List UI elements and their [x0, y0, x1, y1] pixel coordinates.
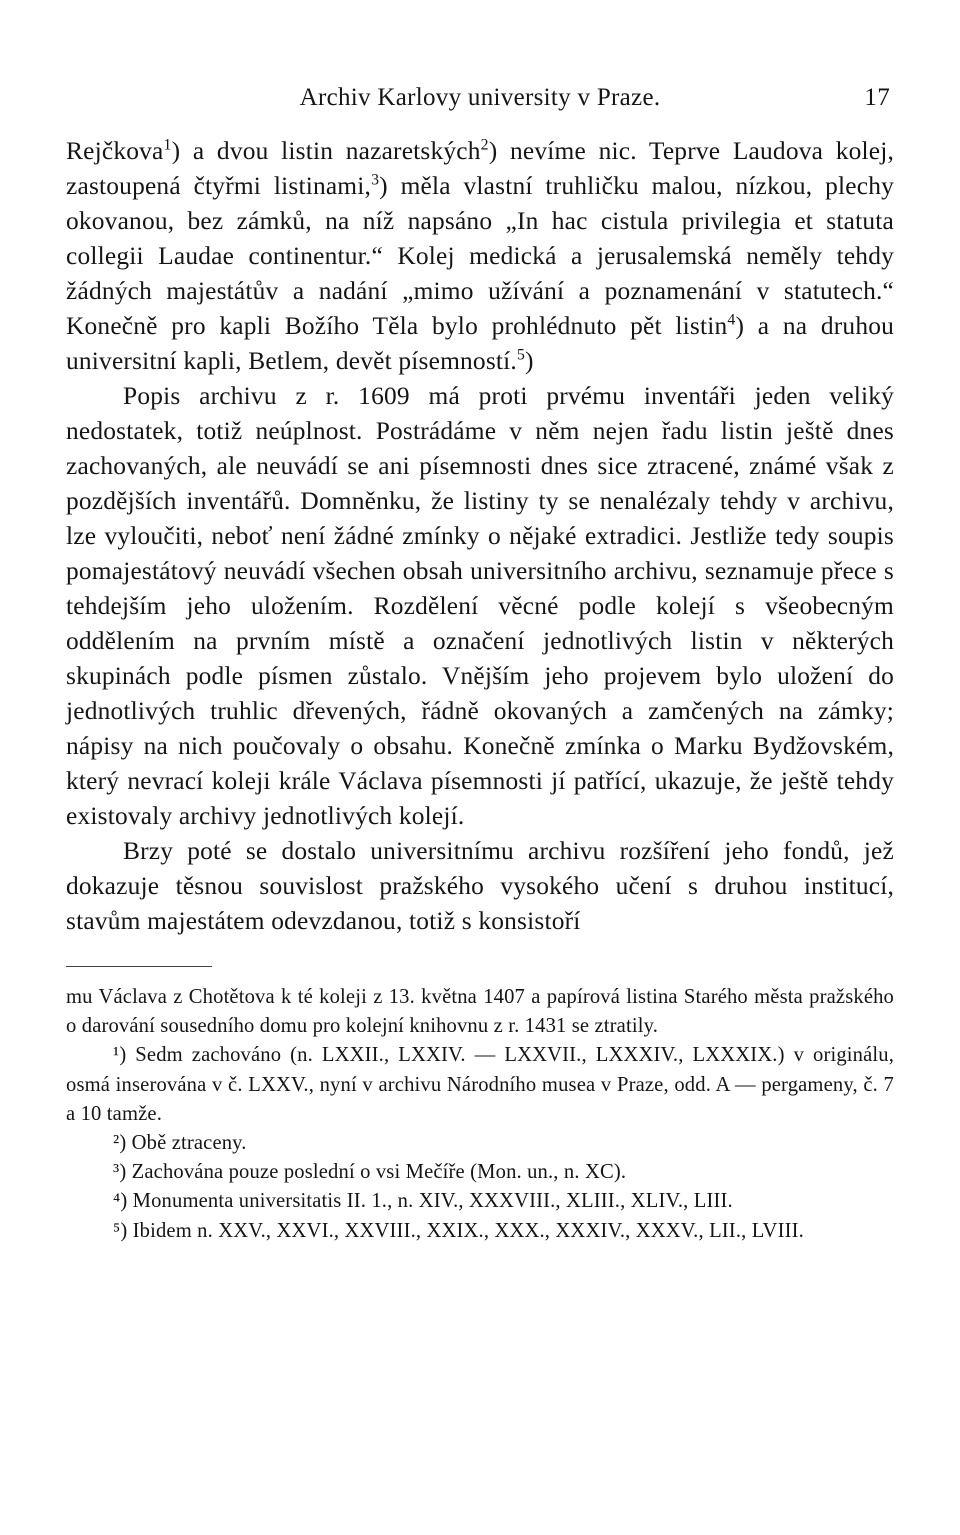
footnote-continuation	[66, 983, 894, 1041]
paragraph-expansion	[66, 834, 894, 939]
footnote-ref: 2	[480, 136, 489, 154]
footnote-ref: 1	[163, 136, 172, 154]
text-run: ) měla vlastní truhličku malou, nízkou, plechy okovanou, bez zámků, na níž napsáno „In hac cistula privilegia et statuta collegii Laudae continentur.“ Kolej medická a jerusalemská neměly tehdy žádných majestátův a nadání „mimo užívání a poznamenání v statutech.“ Konečně pro kapli Božího Těla bylo prohlédnuto pět listin	[66, 172, 894, 340]
footnote-ref: 3	[371, 171, 380, 189]
paragraph-continuation	[66, 134, 894, 379]
text-run: Popis archivu z r. 1609 má proti prvému inventáři jeden veliký nedostatek, totiž neúplnost. Postrádáme v něm nejen řadu listin ještě dnes zachovaných, ale neuvádí se ani písemnosti dnes sice ztracené, známé však z pozdějších inventářů. Domněnku, že listiny ty se nenalézaly tehdy v archivu, lze vyloučiti, neboť není žádné zmínky o nějaké extradici. Jestliže tedy soupis pomajestátový neuvádí všechen obsah universitního archivu, seznamuje přece s tehdejším jeho uložením. Rozdělení věcné podle kolejí s všeobecným oddělením na prvním místě a označení jednotlivých listin v některých skupinách podle písmen zůstalo. Vnějším jeho projevem bylo uložení do jednotlivých truhlic dřevených, řádně okovaných a zamčených na zámky; nápisy na nich poučovaly o obsahu. Konečně zmínka o Marku Bydžovském, který nevrací koleji krále Václava písemnosti jí patřící, ukazuje, že ještě tehdy existovaly archivy jednotlivých kolejí.	[66, 382, 894, 830]
footnote-ref: 4	[727, 311, 736, 329]
footnote-text: mu Václava z Chotětova k té koleji z 13. května 1407 a papírová listina Starého města pražského o darování sousedního domu pro kolejní knihovnu z r. 1431 se ztratily.	[66, 986, 894, 1038]
text-run: ) a dvou listin nazaretských	[171, 137, 481, 165]
footnote-text: ²) Obě ztraceny.	[113, 1132, 247, 1155]
footnote-text: ³) Zachována pouze poslední o vsi Mečíře (Mon. un., n. XC).	[113, 1161, 627, 1184]
text-run: Rejčkova	[66, 137, 164, 165]
text-run: Brzy poté se dostalo universitnímu archivu rozšíření jeho fondů, jež dokazuje těsnou souvislost pražského vysokého učení s druhou institucí, stavům majestátem odevzdanou, totiž s konsistoří	[66, 837, 894, 935]
footnote-3	[66, 1158, 894, 1187]
footnote-5	[66, 1217, 894, 1246]
text-run: ) nevíme nic. Teprve Laudova kolej, zastoupená čtyřmi listinami,	[66, 137, 895, 200]
footnote-ref: 5	[516, 346, 526, 364]
footnote-text: ¹) Sedm zachováno (n. LXXII., LXXIV. — LXXVII., LXXXIV., LXXXIX.) v originálu, osmá inserována v č. LXXV., nyní v archivu Národního musea v Praze, odd. A — pergameny, č. 7 a 10 tamže.	[66, 1044, 894, 1125]
page-number: 17	[864, 84, 890, 111]
text-run: ) a na druhou universitní kapli, Betlem, devět písemností.	[66, 312, 895, 375]
footnote-separator	[66, 966, 212, 967]
footnote-text: ⁵) Ibidem n. XXV., XXVI., XXVIII., XXIX., XXX., XXXIV., XXXV., LII., LVIII.	[113, 1219, 804, 1242]
text-run: )	[525, 347, 534, 375]
paragraph-inventory	[66, 379, 894, 834]
book-page	[66, 78, 894, 1246]
running-head	[66, 78, 894, 118]
footnote-4	[66, 1187, 894, 1216]
footnote-1	[66, 1041, 894, 1129]
footnote-text: ⁴) Monumenta universitatis II. 1., n. XIV., XXXVIII., XLIII., XLIV., LIII.	[113, 1190, 733, 1213]
footnote-2	[66, 1129, 894, 1158]
body-text	[66, 134, 894, 939]
footnotes	[66, 983, 894, 1246]
running-title: Archiv Karlovy university v Praze.	[299, 84, 661, 111]
